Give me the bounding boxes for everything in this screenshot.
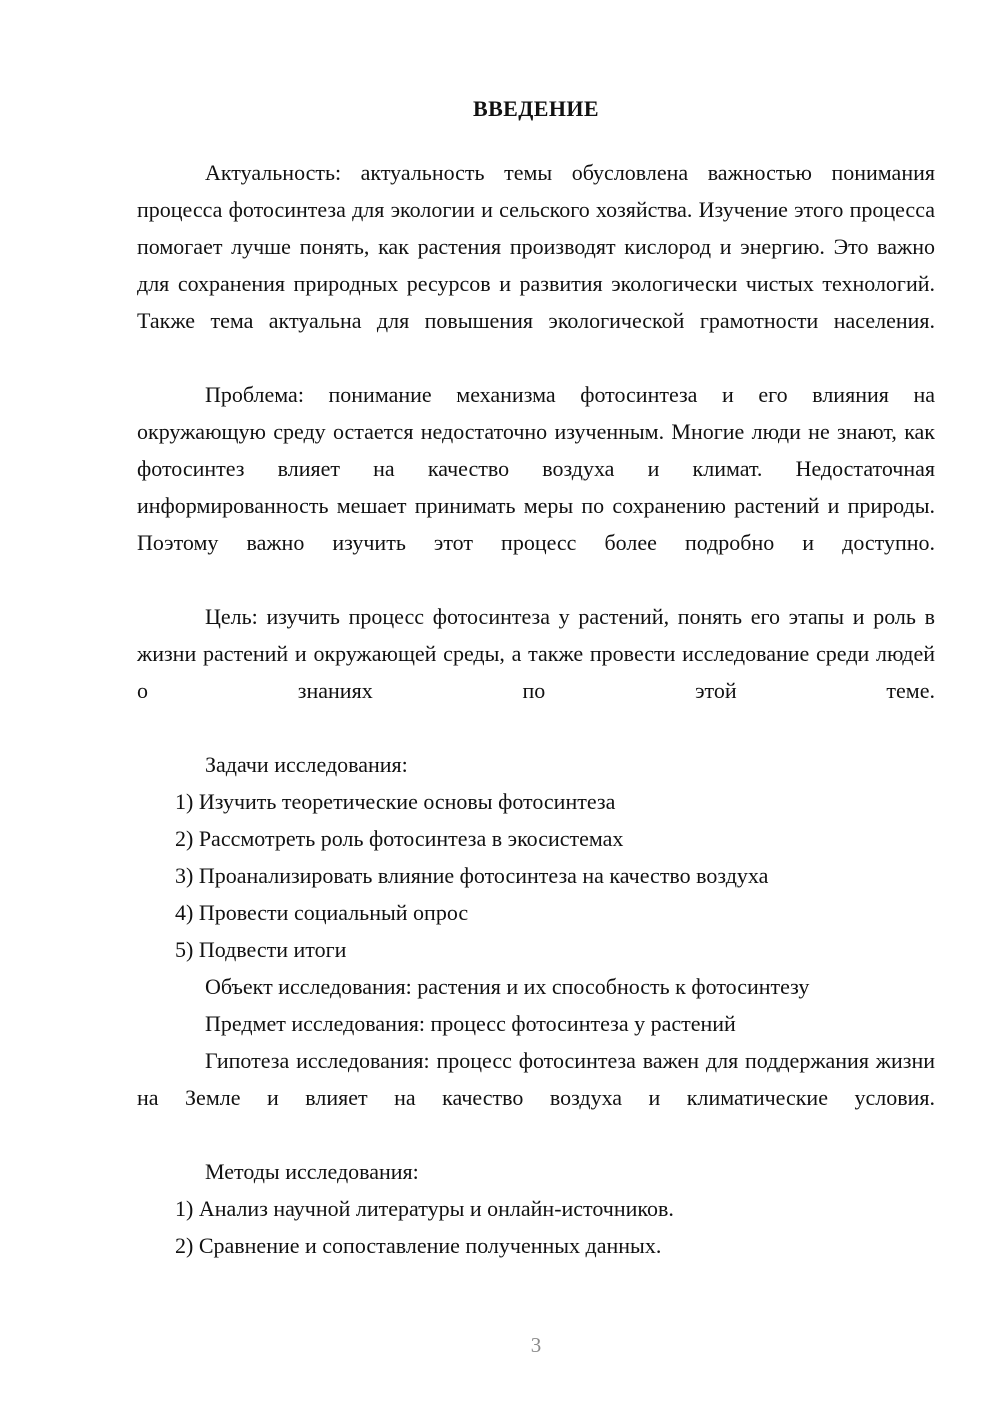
paragraph-object: Объект исследования: растения и их способность к фотосинтезу [205, 974, 810, 999]
tasks-heading: Задачи исследования: [205, 752, 408, 777]
page-title: ВВЕДЕНИЕ [473, 96, 599, 121]
list-item: 3) Проанализировать влияние фотосинтеза на качество воздуха [175, 863, 769, 888]
methods-heading: Методы исследования: [205, 1159, 419, 1184]
list-item: 4) Провести социальный опрос [175, 900, 469, 925]
paragraph-problem: Проблема: понимание механизма фотосинтеза и его влияния на окружающую среду остается недостаточно изученным. Многие люди не знают, как фотосинтез влияет на качество воздуха и климат. Недостаточная информированность мешает принимать меры по сохранению растений и природы. Поэтому важно изучить этот процесс более подробно и доступно. [137, 382, 935, 555]
paragraph-subject: Предмет исследования: процесс фотосинтеза у растений [205, 1011, 736, 1036]
paragraph-relevance: Актуальность: актуальность темы обусловлена важностью понимания процесса фотосинтеза для экологии и сельского хозяйства. Изучение этого процесса помогает лучше понять, как растения производят кислород и энергию. Это важно для сохранения природных ресурсов и развития экологически чистых технологий. Также тема актуальна для повышения экологической грамотности населения. [137, 160, 935, 333]
paragraph-hypothesis: Гипотеза исследования: процесс фотосинтеза важен для поддержания жизни на Земле и влияет на качество воздуха и климатические условия. [137, 1048, 935, 1110]
list-item: 2) Рассмотреть роль фотосинтеза в экосистемах [175, 826, 624, 851]
list-item: 5) Подвести итоги [175, 937, 347, 962]
list-item: 1) Анализ научной литературы и онлайн-источников. [175, 1196, 674, 1221]
paragraph-goal: Цель: изучить процесс фотосинтеза у растений, понять его этапы и роль в жизни растений и окружающей среды, а также провести исследование среди людей о знаниях по этой теме. [137, 604, 935, 703]
page-content [137, 92, 935, 1264]
list-item: 2) Сравнение и сопоставление полученных данных. [175, 1233, 662, 1258]
list-item: 1) Изучить теоретические основы фотосинтеза [175, 789, 616, 814]
page-number: 3 [530, 1333, 542, 1357]
